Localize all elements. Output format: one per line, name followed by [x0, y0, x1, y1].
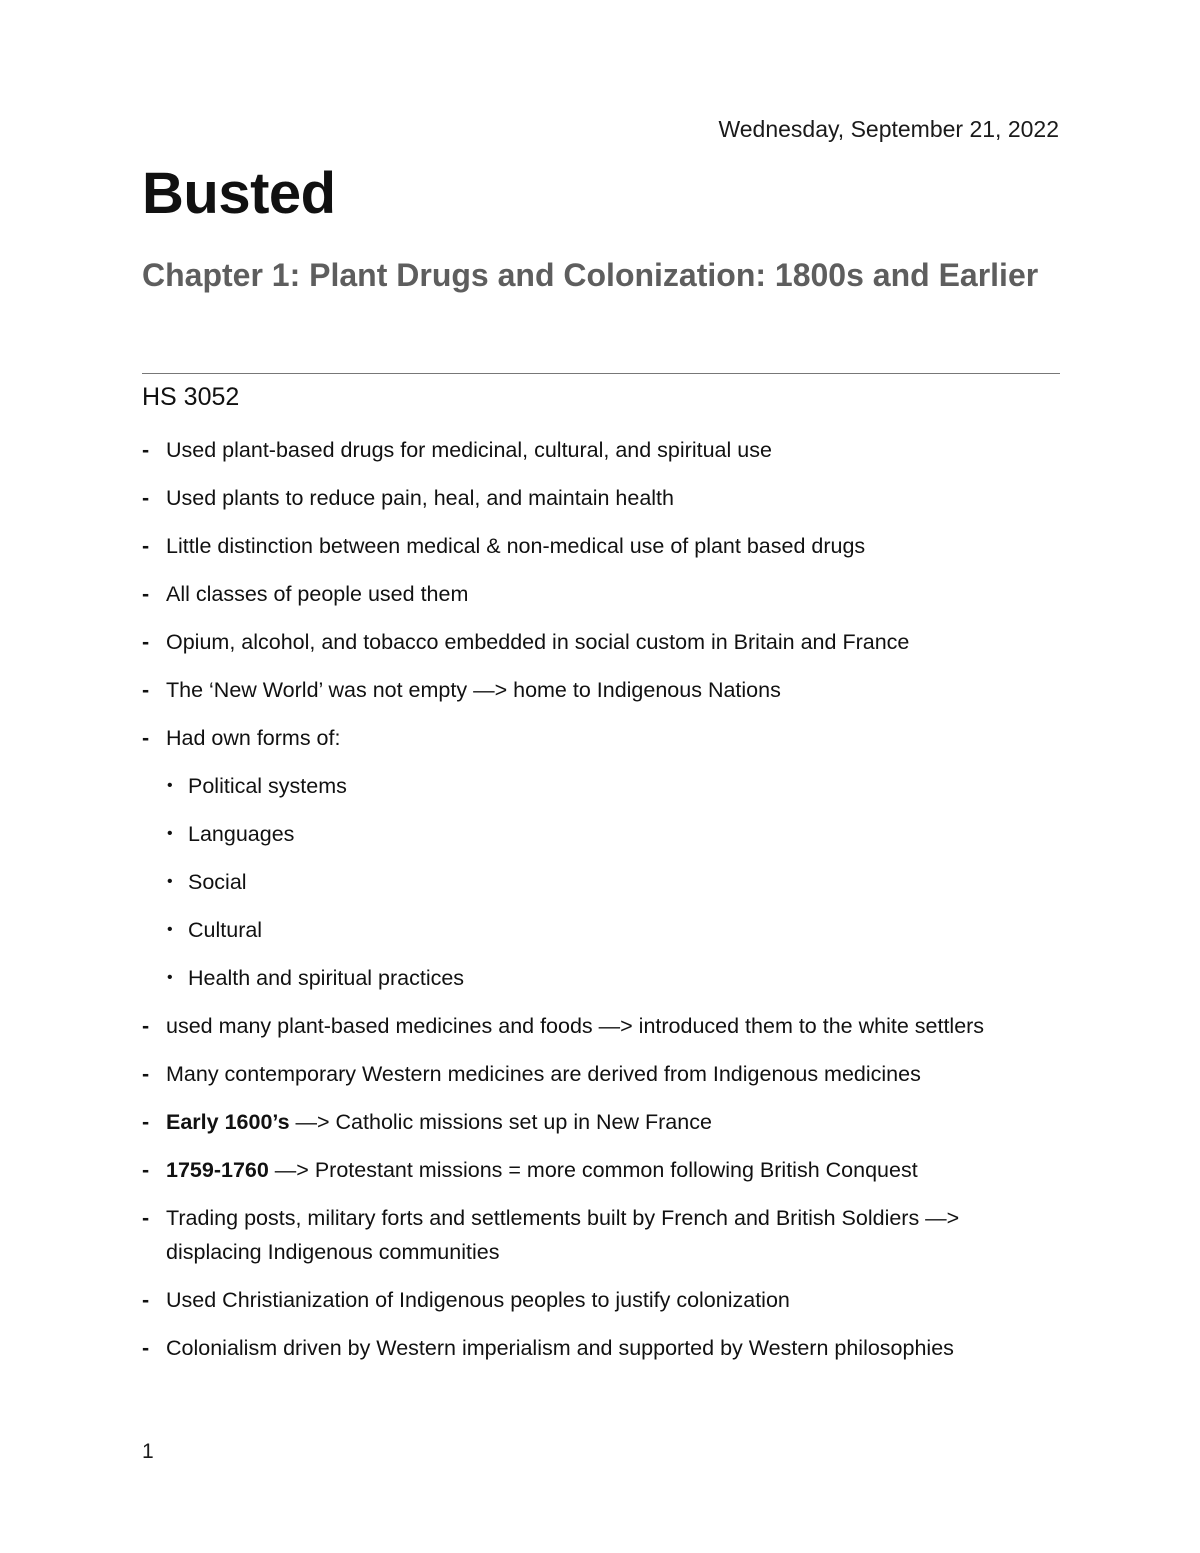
- note-date-bold: Early 1600’s: [166, 1110, 290, 1134]
- note-item: [142, 1283, 1060, 1317]
- date-header: Wednesday, September 21, 2022: [718, 116, 1059, 142]
- dash-marker: -: [142, 1336, 150, 1360]
- note-text: Trading posts, military forts and settlements built by French and British Soldiers —> displacing Indigenous communities: [166, 1206, 960, 1264]
- page-number: 1: [142, 1440, 154, 1463]
- note-text: Many contemporary Western medicines are derived from Indigenous medicines: [166, 1062, 921, 1086]
- bullet-dot-icon: •: [167, 825, 173, 842]
- note-item: [142, 625, 1060, 659]
- note-item: [142, 673, 1060, 707]
- note-text: Little distinction between medical & non-medical use of plant based drugs: [166, 534, 866, 558]
- sub-item: [142, 769, 1060, 803]
- note-item: [142, 1331, 1060, 1365]
- note-text: The ‘New World’ was not empty —> home to Indigenous Nations: [166, 678, 781, 702]
- note-date-bold: 1759-1760: [166, 1158, 269, 1182]
- sub-text: Languages: [188, 822, 295, 846]
- sub-text: Political systems: [188, 774, 347, 798]
- note-item: [142, 1057, 1060, 1091]
- sub-text: Health and spiritual practices: [188, 966, 465, 990]
- bullet-dot-icon: •: [167, 873, 173, 890]
- dash-marker: -: [142, 1110, 150, 1134]
- document-title: Busted: [142, 161, 336, 226]
- bullet-dot-icon: •: [167, 777, 173, 794]
- section-divider: [142, 373, 1060, 374]
- notes-list: [142, 433, 1060, 1379]
- dash-marker: -: [142, 1062, 150, 1086]
- dash-marker: -: [142, 726, 150, 750]
- dash-marker: -: [142, 534, 150, 558]
- bullet-dot-icon: •: [167, 969, 173, 986]
- dash-marker: -: [142, 486, 150, 510]
- note-text: —> Protestant missions = more common following British Conquest: [268, 1158, 918, 1182]
- sub-item: [142, 961, 1060, 995]
- note-text: Colonialism driven by Western imperialism and supported by Western philosophies: [166, 1336, 954, 1360]
- note-text: Used plant-based drugs for medicinal, cultural, and spiritual use: [166, 438, 772, 462]
- note-text: Opium, alcohol, and tobacco embedded in social custom in Britain and France: [166, 630, 910, 654]
- note-item: [142, 529, 1060, 563]
- sub-item: [142, 817, 1060, 851]
- dash-marker: -: [142, 678, 150, 702]
- sub-text: Social: [188, 870, 247, 894]
- note-text: Had own forms of:: [166, 726, 341, 750]
- dash-marker: -: [142, 438, 150, 462]
- bullet-dot-icon: •: [167, 921, 173, 938]
- note-text: Used plants to reduce pain, heal, and maintain health: [166, 486, 674, 510]
- note-text: used many plant-based medicines and foods —> introduced them to the white settlers: [166, 1014, 985, 1038]
- sub-item: [142, 865, 1060, 899]
- note-text: —> Catholic missions set up in New France: [289, 1110, 712, 1134]
- note-item: [142, 1201, 1060, 1269]
- course-code: HS 3052: [142, 383, 240, 411]
- note-item: [142, 577, 1060, 611]
- dash-marker: -: [142, 1288, 150, 1312]
- dash-marker: -: [142, 630, 150, 654]
- note-item: [142, 1153, 1060, 1187]
- note-item: [142, 721, 1060, 755]
- note-text: Used Christianization of Indigenous peoples to justify colonization: [166, 1288, 790, 1312]
- chapter-heading: Chapter 1: Plant Drugs and Colonization: 1800s and Earlier: [142, 257, 1039, 293]
- sub-item: [142, 913, 1060, 947]
- note-item: [142, 433, 1060, 467]
- dash-marker: -: [142, 1014, 150, 1038]
- dash-marker: -: [142, 582, 150, 606]
- dash-marker: -: [142, 1206, 150, 1230]
- sub-text: Cultural: [188, 918, 263, 942]
- note-item: [142, 1105, 1060, 1139]
- note-item: [142, 481, 1060, 515]
- note-item: [142, 1009, 1060, 1043]
- dash-marker: -: [142, 1158, 150, 1182]
- note-text: All classes of people used them: [166, 582, 469, 606]
